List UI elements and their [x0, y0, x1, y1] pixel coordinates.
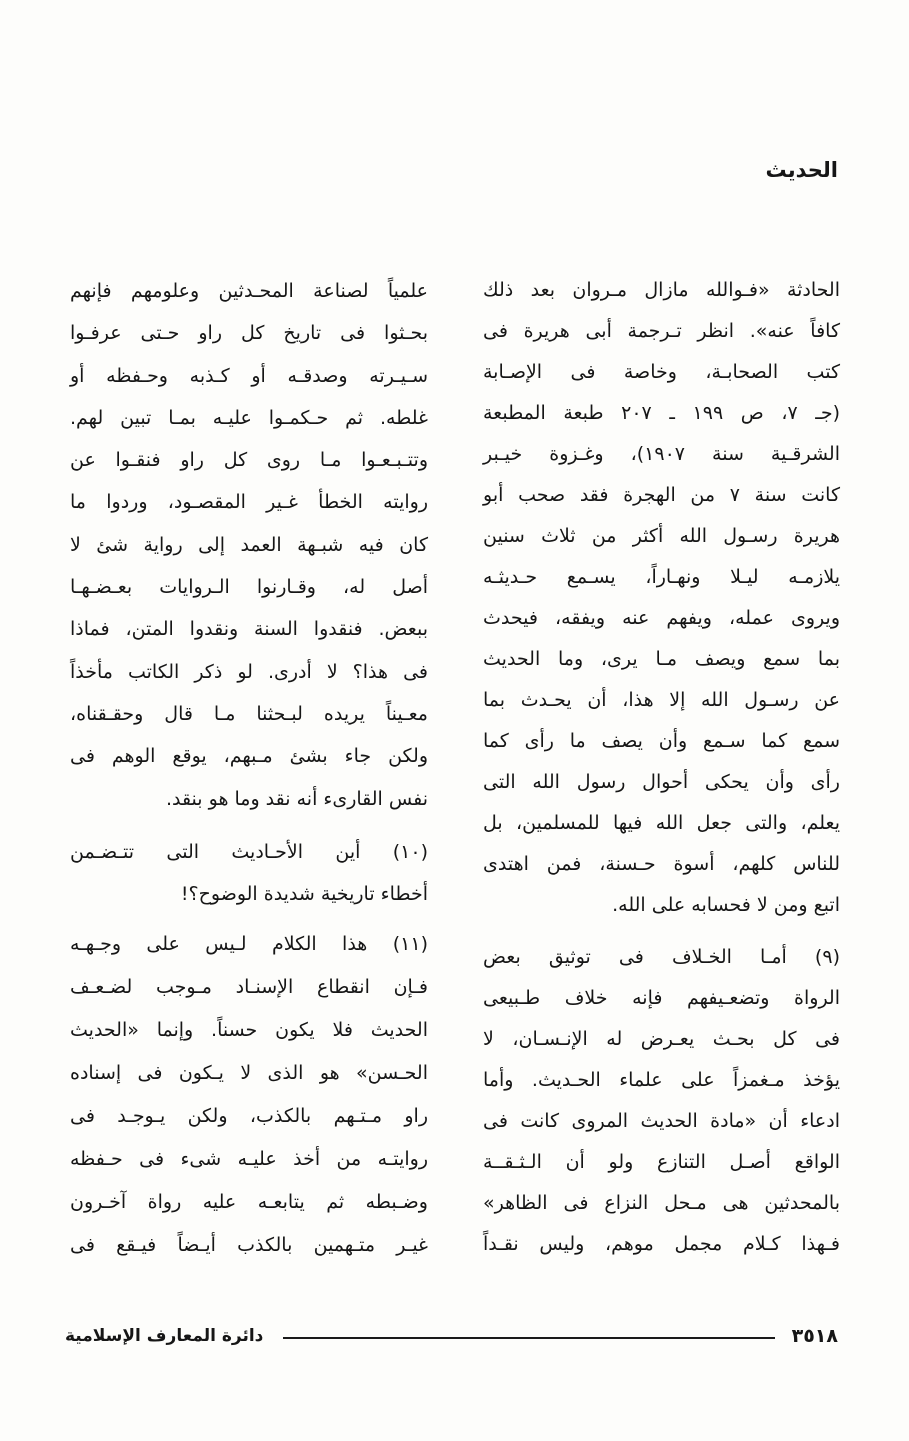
text-line: روايتـه من أخذ عليـه شىء فى حـفظه — [70, 1148, 428, 1171]
text-line: معـيناً يريده لبـحثنا مـا قال وحقـقناه، — [70, 702, 428, 725]
text-line: أصل له، وقـارنوا الـروايات بعـضـهـا — [70, 576, 428, 599]
footer-title: دائرة المعارف الإسلامية — [65, 1326, 264, 1346]
text-line: يلازمـه ليـلا ونهـاراً، يسـمع حـديثـه — [483, 566, 840, 588]
text-line: نفس القارىء أنه نقد وما هو بنقد. — [165, 787, 428, 810]
paragraph — [483, 270, 840, 926]
text-line: فى هذا؟ لا أدرى. لو ذكر الكاتب مأخذاً — [70, 660, 428, 683]
text-line: بما سمع ويصف مـا يرى، وما الحديث — [483, 648, 840, 670]
paragraph — [483, 937, 840, 1265]
text-line: كافاً عنه». انظر تـرجمة أبى هريرة فى — [483, 320, 840, 342]
text-line: سمع كما سـمع وأن يصف ما رأى كما — [483, 730, 840, 752]
text-line: الشرقـية سنة ١٩٠٧)، وغـزوة خيـبر — [483, 443, 840, 465]
text-line: علمياً لصناعة المحـدثين وعلومهم فإنهم — [70, 280, 428, 302]
text-line: بحـثوا فى تاريخ كل راو حـتى عرفـوا — [70, 322, 428, 345]
running-head: الحديث — [765, 158, 838, 182]
text-line: كان فيه شبـهة العمد إلى رواية شئ لا — [70, 533, 428, 556]
text-line: الرواة وتضعـيفهم فإنه خلاف طـبيعى — [483, 987, 840, 1009]
text-line: وضـبطه ثم يتابعـه عليه رواة آخـرون — [70, 1191, 428, 1214]
paragraph — [70, 270, 428, 820]
text-line: الحـسن» هو الذى لا يـكون فى إسناده — [70, 1062, 428, 1085]
text-line: (جـ ٧، ص ١٩٩ ـ ٢٠٧ طبعة المطبعة — [483, 402, 841, 424]
text-line: عن رسـول الله إلا هذا، أن يحـدث بما — [483, 689, 840, 711]
right-column — [483, 270, 840, 1265]
text-line: ويروى عمله، ويفهم عنه ويفقه، فيحدث — [483, 607, 840, 629]
text-line: سـيـرته وصدقـه أو كـذبه وحـفظه أو — [70, 364, 428, 387]
text-line: الواقع أصـل التنازع ولو أن الـثـقــة — [483, 1151, 840, 1173]
text-line: (١١) هذا الكلام لـيس على وجـهـه — [70, 933, 428, 956]
text-line: اتبع ومن لا فحسابه على الله. — [612, 894, 840, 916]
text-line: ولكن جاء بشئ مـبهم، يوقع الوهم فى — [70, 745, 428, 768]
text-line: أخطاء تاريخية شديدة الوضوح؟! — [180, 883, 428, 906]
text-line: يعلم، والتى جعل الله فيها للمسلمين، بل — [483, 812, 840, 834]
text-line: يؤخذ مـغمزاً على علماء الحـديث. وأما — [483, 1069, 840, 1091]
page-number: ٣٥١٨ — [791, 1325, 838, 1347]
text-line: كانت سنة ٧ من الهجرة فقد صحب أبو — [483, 484, 840, 506]
footer-rule — [283, 1337, 775, 1339]
text-line: غلطه. ثم حـكمـوا عليـه بمـا تبين لهم. — [70, 406, 428, 429]
text-line: راو مـتـهم بالكذب، ولكن يـوجـد فى — [70, 1105, 428, 1128]
text-line: الحادثة «فـوالله مازال مـروان بعد ذلك — [483, 279, 840, 301]
text-line: فى كل بحـث يعـرض له الإنـسـان، لا — [483, 1028, 840, 1050]
text-line: فـهذا كـلام مجمل موهم، وليس نقـداً — [483, 1233, 840, 1255]
text-line: ادعاء أن «مادة الحديث المروى كانت فى — [483, 1110, 840, 1132]
text-line: ببعض. فنقدوا السنة ونقدوا المتن، فماذا — [70, 618, 428, 641]
paragraph — [70, 923, 428, 1267]
text-line: فـإن انقطاع الإسنـاد مـوجب لضـعـف — [70, 976, 428, 999]
text-line: غيـر متـهمين بالكذب أيـضاً فيـقع فى — [70, 1234, 428, 1257]
text-line: للناس كلهم، أسوة حـسنة، فمن اهتدى — [483, 853, 840, 875]
text-line: كتب الصحابـة، وخاصة فى الإصـابة — [483, 361, 840, 383]
text-line: روايته الخطأ غـير المقصـود، وردوا ما — [70, 491, 428, 514]
text-line: (٩) أمـا الخـلاف فى توثيق بعض — [483, 946, 840, 968]
paragraph — [70, 831, 428, 916]
text-line: رأى وأن يحكى أحوال رسول الله التى — [483, 771, 840, 793]
text-line: الحديث فلا يكون حسناً. وإنما «الحديث — [70, 1019, 428, 1042]
text-line: (١٠) أين الأحـاديث التى تتـضـمن — [70, 840, 428, 863]
text-line: وتتـبـعـوا مـا روى كل راو فنقـوا عن — [70, 449, 428, 472]
text-line: بالمحدثين هى مـحل النزاع فى الظاهر» — [483, 1192, 840, 1214]
left-column — [70, 270, 428, 1267]
text-line: هريرة رسـول الله أكثر من ثلاث سنين — [483, 525, 840, 547]
